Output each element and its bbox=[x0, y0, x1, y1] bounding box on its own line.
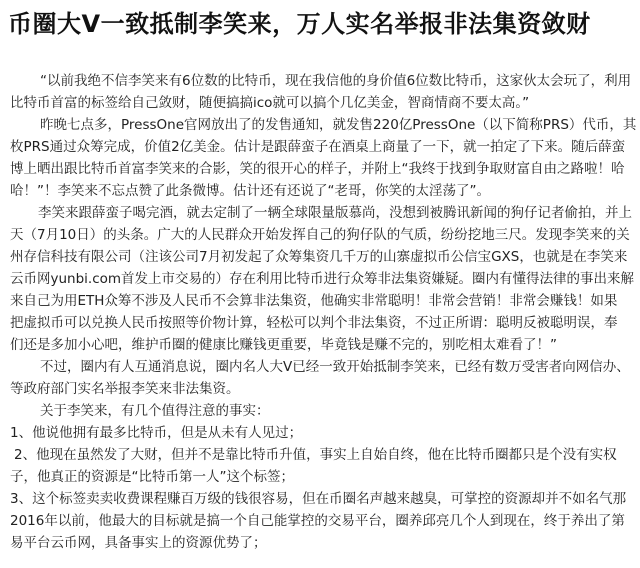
paragraph-line: 枚PRS通过众筹完成，价值2亿美金。估计是跟薛蛮子在酒桌上商量了一下，就一拍定了下来。随后薛蛮 bbox=[10, 139, 626, 155]
paragraph-line: 关于李笑来，有几个值得注意的事实： bbox=[40, 403, 270, 419]
paragraph-line: 不过，圈内有人互通消息说，圈内名人大V已经一致开始抵制李笑来，已经有数万受害者向网信办、 bbox=[40, 359, 630, 375]
paragraph-line: 比特币首富的标签给自己敛财，随便搞搞ico就可以搞个几亿美金，智商情商不要太高。” bbox=[10, 95, 530, 111]
list-item: 1、他说他拥有最多比特币，但是从未有人见过； bbox=[10, 425, 303, 441]
paragraph-line: 们还是多加小心吧，维护币圈的健康比赚钱更重要，毕竟钱是赚不完的，别吃相太难看了！” bbox=[10, 337, 557, 353]
paragraph-line: 天（7月10日）的头条。广大的人民群众开始发挥自己的狗仔队的气质，纷纷挖地三尺。发现李笑来的关 bbox=[10, 227, 630, 243]
paragraph-line: 等政府部门实名举报李笑来非法集资。 bbox=[10, 381, 240, 397]
list-item: 3、这个标签卖卖收费课程赚百万级的钱很容易，但在币圈名声越来越臭，可掌控的资源却并不如名气那 bbox=[10, 491, 627, 507]
paragraph-line: 子，他真正的资源是“比特币第一人”这个标签； bbox=[10, 469, 294, 485]
paragraph-line: 博上晒出跟比特币首富李笑来的合影，笑的很开心的样子，并附上“我终于找到争取财富自由之路啦！哈 bbox=[10, 161, 625, 177]
article-headline: 币圈大V一致抵制李笑来，万人实名举报非法集资敛财 bbox=[8, 10, 591, 38]
paragraph-line: 州存信科技有限公司（注该公司7月初发起了众筹集资几千万的山寨虚拟币公信宝GXS，也就是在李笑来 bbox=[10, 249, 628, 265]
paragraph-line: 易平台云币网，具备事实上的资源优势了； bbox=[10, 535, 267, 551]
paragraph-line: 李笑来跟薛蛮子喝完酒，就去定制了一辆全球限量版慕尚，没想到被腾讯新闻的狗仔记者偷拍，并上 bbox=[38, 205, 632, 221]
paragraph-line: “以前我绝不信李笑来有6位数的比特币，现在我信他的身价值6位数比特币，这家伙太会玩了，利用 bbox=[40, 73, 632, 89]
paragraph-line: 来自己为用ETH众筹不涉及人民币不会算非法集资，他确实非常聪明！非常会营销！非常会赚钱！如果 bbox=[10, 293, 618, 309]
paragraph-line: 云币网yunbi.com首发上市交易的）存在利用比特币进行众筹非法集资嫌疑。圈内有懂得法律的事出来解 bbox=[10, 271, 635, 287]
paragraph-line: 昨晚七点多，PressOne官网放出了的发售通知，就发售220亿PressOne（以下简称PRS）代币，其 bbox=[40, 117, 637, 133]
article-body bbox=[0, 70, 640, 568]
paragraph-line: 把虚拟币可以兑换人民币按照等价物计算，轻松可以判个非法集资，不过正所谓：聪明反被聪明误，奉 bbox=[10, 315, 618, 331]
list-item: 2、他现在虽然发了大财，但并不是靠比特币升值，事实上自始自终，他在比特币圈都只是个没有实权 bbox=[14, 447, 617, 463]
paragraph-line: 2016年以前，他最大的目标就是搞一个自己能掌控的交易平台，圈养邱亮几个人到现在，终于养出了第 bbox=[10, 513, 625, 529]
paragraph-line: 哈！”！李笑来不忘点赞了此条微博。估计还有还说了“老哥，你笑的太淫荡了”。 bbox=[10, 183, 490, 199]
